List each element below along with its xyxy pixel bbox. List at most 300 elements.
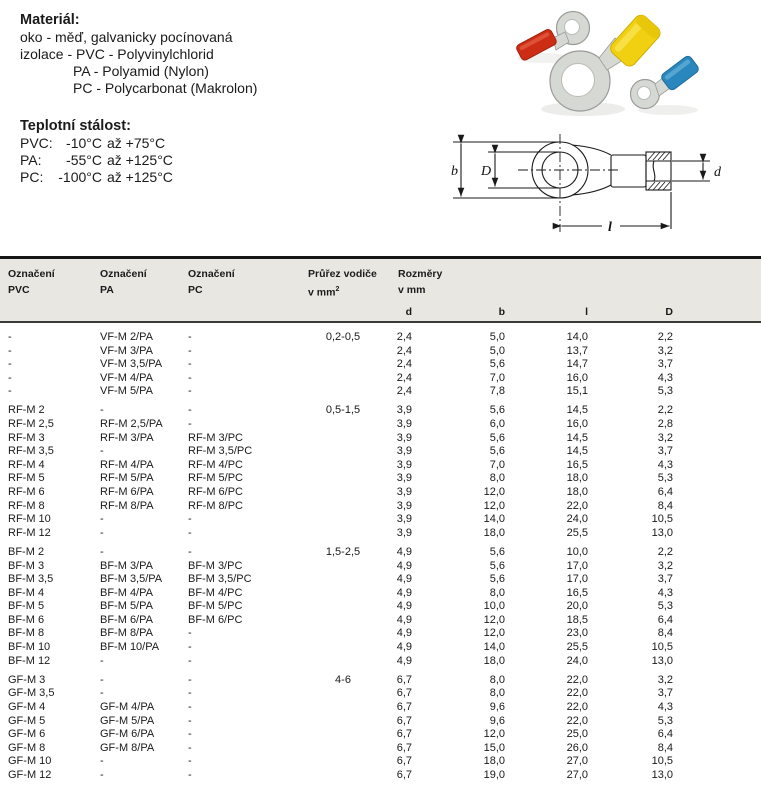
cell-designation-pvc: RF-M 10: [8, 513, 51, 526]
cell-designation-pa: BF-M 10/PA: [100, 641, 160, 654]
cell-dim-b: 5,0: [489, 331, 505, 343]
cell-designation-pc: -: [188, 526, 192, 539]
cell-dim-d: 4,9: [396, 573, 412, 586]
cell-dim-d: 3,9: [396, 458, 412, 471]
cell-designation-pvc: BF-M 2: [8, 545, 45, 558]
cell-designation-pvc: GF-M 3: [8, 673, 46, 686]
cell-designation-pc: -: [188, 385, 192, 398]
cell-dim-b: 8,0: [489, 687, 505, 700]
cell-designation-pvc: GF-M 12: [8, 768, 52, 781]
cell-dim-d: 4,9: [396, 627, 412, 640]
cell-dim-l: 10,0: [566, 545, 588, 558]
cell-spacer: [673, 742, 761, 756]
cell-dim-b: 5,6: [489, 559, 505, 572]
cell-dim-b: 7,0: [489, 458, 505, 471]
cell-dim-d: 3,9: [396, 486, 412, 499]
cell-designation-pa: VF-M 3/PA: [100, 344, 153, 357]
cell-spacer: [673, 527, 761, 541]
cell-designation-pvc: BF-M 3: [8, 559, 45, 572]
cell-dim-b: 9,6: [489, 714, 505, 727]
table-row: [8, 432, 761, 446]
header-col-pvc: Označení PVC: [8, 268, 55, 296]
cell-dim-d: 2,4: [396, 331, 412, 343]
cell-spacer: [673, 715, 761, 729]
material-title: Materiál:: [20, 12, 80, 28]
cell-dim-l: 25,5: [566, 526, 588, 539]
cell-designation-pc: -: [188, 545, 192, 558]
cell-designation-pc: -: [188, 344, 192, 357]
cell-designation-pa: VF-M 5/PA: [100, 385, 153, 398]
table-row: [8, 546, 761, 560]
cell-dim-l: 14,7: [566, 358, 588, 371]
cell-dim-l: 14,0: [566, 331, 588, 343]
cell-dim-d: 2,4: [396, 371, 412, 384]
cell-designation-pvc: -: [8, 385, 12, 398]
cell-designation-pa: GF-M 6/PA: [100, 728, 155, 741]
cell-designation-pvc: RF-M 3,5: [8, 445, 54, 458]
cell-cross-section: [308, 560, 378, 574]
cell-spacer: [673, 769, 761, 783]
cell-designation-pa: -: [100, 526, 104, 539]
cell-dim-D: 13,0: [651, 654, 673, 667]
cell-spacer: [673, 372, 761, 386]
table-row: [8, 674, 761, 688]
table-row: [8, 587, 761, 601]
cell-dim-b: 8,0: [489, 472, 505, 485]
cell-designation-pc: RF-M 3,5/PC: [188, 445, 253, 458]
cell-designation-pvc: GF-M 3,5: [8, 687, 55, 700]
cell-designation-pa: BF-M 3/PA: [100, 559, 153, 572]
cell-dim-D: 10,5: [651, 755, 673, 768]
cell-designation-pc: -: [188, 627, 192, 640]
temp-label: PVC:: [20, 135, 53, 151]
table-row: [8, 445, 761, 459]
cell-dim-b: 15,0: [483, 741, 505, 754]
cell-dim-D: 6,4: [657, 728, 673, 741]
cell-spacer: [673, 404, 761, 418]
cell-designation-pvc: -: [8, 331, 12, 343]
cell-designation-pc: -: [188, 371, 192, 384]
terminal-table: [0, 256, 761, 783]
table-row: [8, 331, 761, 345]
table-row: [8, 573, 761, 587]
cell-dim-D: 5,3: [657, 714, 673, 727]
temperature-row-pa: [20, 152, 173, 169]
cell-dim-D: 2,8: [657, 418, 673, 431]
cell-dim-l: 17,0: [566, 573, 588, 586]
cell-designation-pa: VF-M 2/PA: [100, 331, 153, 343]
cell-designation-pc: -: [188, 700, 192, 713]
cell-spacer: [673, 385, 761, 399]
cell-designation-pa: RF-M 4/PA: [100, 458, 154, 471]
cell-dim-b: 18,0: [483, 755, 505, 768]
temp-low-value: -55°C: [66, 152, 102, 168]
cell-dim-D: 3,2: [657, 431, 673, 444]
cell-designation-pvc: BF-M 10: [8, 641, 51, 654]
table-row: [8, 627, 761, 641]
cell-designation-pc: BF-M 4/PC: [188, 586, 243, 599]
cell-cross-section: [308, 513, 378, 527]
cell-designation-pc: -: [188, 714, 192, 727]
cell-spacer: [673, 587, 761, 601]
cell-dim-D: 2,2: [657, 331, 673, 343]
cell-dim-D: 6,4: [657, 486, 673, 499]
table-row: [8, 358, 761, 372]
cell-designation-pa: -: [100, 545, 104, 558]
cell-dim-l: 17,0: [566, 559, 588, 572]
table-row: [8, 418, 761, 432]
cell-designation-pvc: BF-M 5: [8, 600, 45, 613]
cell-designation-pc: -: [188, 513, 192, 526]
cell-dim-D: 4,3: [657, 458, 673, 471]
cell-dim-d: 3,9: [396, 445, 412, 458]
cell-dim-d: 2,4: [396, 358, 412, 371]
subheader-l: l: [585, 306, 588, 318]
cell-dim-d: 4,9: [396, 654, 412, 667]
cell-dim-D: 6,4: [657, 613, 673, 626]
cell-dim-b: 8,0: [489, 586, 505, 599]
cell-spacer: [673, 331, 761, 345]
cell-dim-l: 16,0: [566, 371, 588, 384]
cell-dim-b: 5,6: [489, 573, 505, 586]
cell-cross-section: [308, 701, 378, 715]
material-section: [20, 12, 257, 97]
cell-spacer: [673, 432, 761, 446]
cell-cross-section: [308, 372, 378, 386]
cell-designation-pa: BF-M 8/PA: [100, 627, 153, 640]
cell-dim-d: 3,9: [396, 418, 412, 431]
cell-designation-pa: -: [100, 654, 104, 667]
cell-designation-pc: -: [188, 404, 192, 417]
cell-cross-section: [308, 614, 378, 628]
cell-spacer: [673, 486, 761, 500]
cell-spacer: [673, 755, 761, 769]
table-row: [8, 385, 761, 399]
temperature-title: Teplotní stálost:: [20, 118, 131, 134]
cell-dim-D: 8,4: [657, 627, 673, 640]
cell-designation-pvc: RF-M 4: [8, 458, 45, 471]
cell-dim-l: 18,0: [566, 486, 588, 499]
cell-designation-pa: GF-M 5/PA: [100, 714, 155, 727]
temp-high-value: až +125°C: [107, 169, 173, 185]
cell-designation-pvc: -: [8, 371, 12, 384]
material-line-insulation-pvc: izolace - PVC - Polyvinylchlorid: [20, 46, 214, 62]
cell-spacer: [673, 358, 761, 372]
cell-designation-pc: -: [188, 331, 192, 343]
cell-dim-d: 3,9: [396, 431, 412, 444]
temp-low-value: -10°C: [66, 135, 102, 151]
table-row: [8, 345, 761, 359]
cell-dim-b: 5,6: [489, 445, 505, 458]
cell-cross-section: [308, 715, 378, 729]
cell-spacer: [673, 728, 761, 742]
cell-dim-D: 13,0: [651, 526, 673, 539]
cell-designation-pc: -: [188, 654, 192, 667]
cell-cross-section: [308, 445, 378, 459]
header-col-pa: Označení PA: [100, 268, 147, 296]
cell-spacer: [673, 687, 761, 701]
table-row: [8, 500, 761, 514]
cell-dim-l: 27,0: [566, 755, 588, 768]
cell-cross-section: [308, 600, 378, 614]
cell-dim-d: 4,9: [396, 641, 412, 654]
cell-designation-pvc: RF-M 2: [8, 404, 45, 417]
temp-label: PC:: [20, 169, 44, 185]
cell-dim-b: 5,6: [489, 404, 505, 417]
table-row: [8, 742, 761, 756]
cell-dim-b: 19,0: [483, 768, 505, 781]
cell-cross-section: [308, 755, 378, 769]
cell-designation-pvc: RF-M 2,5: [8, 418, 54, 431]
cell-cross-section: [308, 358, 378, 372]
table-row: [8, 715, 761, 729]
temp-high-value: až +75°C: [107, 135, 166, 151]
cell-dim-b: 10,0: [483, 600, 505, 613]
cell-designation-pa: BF-M 6/PA: [100, 613, 153, 626]
cell-dim-l: 22,0: [566, 673, 588, 686]
cell-designation-pc: -: [188, 641, 192, 654]
cell-cross-section: [308, 587, 378, 601]
table-row: [8, 769, 761, 783]
cell-dim-D: 4,3: [657, 371, 673, 384]
cell-cross-section: [308, 742, 378, 756]
blue-terminal: [631, 55, 701, 109]
cell-designation-pvc: -: [8, 358, 12, 371]
cell-dim-b: 12,0: [483, 613, 505, 626]
material-line-pa: PA - Polyamid (Nylon): [73, 63, 209, 79]
cell-dim-b: 7,8: [489, 385, 505, 398]
table-row: [8, 701, 761, 715]
dim-label-l: l: [608, 220, 612, 235]
cell-dim-d: 4,9: [396, 559, 412, 572]
cell-spacer: [673, 459, 761, 473]
cell-dim-d: 2,4: [396, 344, 412, 357]
table-header: [0, 256, 761, 323]
cell-designation-pc: RF-M 4/PC: [188, 458, 243, 471]
cell-dim-D: 8,4: [657, 741, 673, 754]
cell-dim-D: 5,3: [657, 600, 673, 613]
cell-designation-pvc: RF-M 12: [8, 526, 51, 539]
cell-designation-pc: RF-M 8/PC: [188, 499, 243, 512]
cell-dim-b: 5,6: [489, 545, 505, 558]
cell-designation-pc: -: [188, 728, 192, 741]
cell-cross-section: [308, 573, 378, 587]
cell-designation-pa: -: [100, 404, 104, 417]
cell-dim-D: 3,2: [657, 344, 673, 357]
cell-designation-pvc: RF-M 8: [8, 499, 45, 512]
cell-designation-pc: -: [188, 741, 192, 754]
cell-dim-d: 3,9: [396, 513, 412, 526]
cell-designation-pvc: GF-M 8: [8, 741, 46, 754]
temperature-row-pc: [20, 169, 173, 186]
cell-dim-l: 25,0: [566, 728, 588, 741]
cell-cross-section: [308, 472, 378, 486]
table-row: [8, 614, 761, 628]
cell-dim-l: 18,0: [566, 472, 588, 485]
cell-dim-b: 12,0: [483, 728, 505, 741]
table-row: [8, 486, 761, 500]
cell-designation-pvc: -: [8, 344, 12, 357]
table-row: [8, 728, 761, 742]
cell-dim-l: 18,5: [566, 613, 588, 626]
cell-dim-b: 5,6: [489, 358, 505, 371]
cell-dim-d: 3,9: [396, 472, 412, 485]
cell-dim-D: 4,3: [657, 586, 673, 599]
cell-designation-pa: -: [100, 755, 104, 768]
cell-dim-d: 3,9: [396, 526, 412, 539]
cell-designation-pa: -: [100, 673, 104, 686]
cell-dim-D: 3,7: [657, 358, 673, 371]
cell-dim-b: 12,0: [483, 499, 505, 512]
subheader-b: b: [498, 306, 505, 318]
cell-dim-l: 22,0: [566, 499, 588, 512]
table-row: [8, 404, 761, 418]
cell-designation-pa: BF-M 3,5/PA: [100, 573, 163, 586]
cell-dim-d: 4,9: [396, 586, 412, 599]
cell-designation-pvc: GF-M 6: [8, 728, 46, 741]
table-row: [8, 641, 761, 655]
cell-designation-pc: -: [188, 755, 192, 768]
temperature-row-pvc: [20, 135, 173, 152]
header-col-cross-section: Průřez vodiče v $mm^2$: [308, 268, 377, 299]
cell-dim-d: 6,7: [396, 673, 412, 686]
header-col-pc: Označení PC: [188, 268, 235, 296]
cell-dim-D: 13,0: [651, 768, 673, 781]
cell-designation-pc: -: [188, 687, 192, 700]
cell-dim-l: 15,1: [566, 385, 588, 398]
cell-dim-d: 6,7: [396, 687, 412, 700]
cell-dim-b: 14,0: [483, 641, 505, 654]
cell-dim-l: 14,5: [566, 404, 588, 417]
cell-designation-pa: BF-M 4/PA: [100, 586, 153, 599]
cell-dim-l: 24,0: [566, 513, 588, 526]
cell-cross-section: 1,5-2,5: [325, 545, 361, 558]
cell-cross-section: [308, 459, 378, 473]
cell-dim-l: 16,5: [566, 586, 588, 599]
cell-dim-D: 3,7: [657, 445, 673, 458]
cell-designation-pvc: BF-M 6: [8, 613, 45, 626]
cell-cross-section: [308, 486, 378, 500]
cell-spacer: [673, 345, 761, 359]
dimension-diagram: [448, 131, 750, 245]
cell-designation-pa: VF-M 3,5/PA: [100, 358, 163, 371]
table-row: [8, 755, 761, 769]
cell-dim-D: 2,2: [657, 545, 673, 558]
cell-designation-pc: -: [188, 358, 192, 371]
cell-dim-d: 2,4: [396, 385, 412, 398]
cell-dim-l: 14,5: [566, 445, 588, 458]
cell-designation-pa: RF-M 2,5/PA: [100, 418, 163, 431]
cell-dim-D: 3,2: [657, 673, 673, 686]
cell-cross-section: [308, 769, 378, 783]
cell-dim-d: 6,7: [396, 728, 412, 741]
cell-dim-D: 3,2: [657, 559, 673, 572]
cell-designation-pa: -: [100, 513, 104, 526]
cell-cross-section: [308, 500, 378, 514]
cell-cross-section: [308, 418, 378, 432]
cell-designation-pc: BF-M 3/PC: [188, 559, 243, 572]
cell-dim-d: 4,9: [396, 545, 412, 558]
cell-dim-D: 10,5: [651, 641, 673, 654]
cell-cross-section: [308, 527, 378, 541]
cell-dim-b: 7,0: [489, 371, 505, 384]
cell-designation-pa: VF-M 4/PA: [100, 371, 153, 384]
dim-label-D: D: [481, 164, 492, 179]
table-row: [8, 513, 761, 527]
cell-dim-l: 13,7: [566, 344, 588, 357]
cell-designation-pvc: RF-M 3: [8, 431, 45, 444]
cell-dim-l: 27,0: [566, 768, 588, 781]
cell-dim-d: 6,7: [396, 741, 412, 754]
cell-designation-pc: RF-M 5/PC: [188, 472, 243, 485]
cell-spacer: [673, 472, 761, 486]
cell-dim-l: 20,0: [566, 600, 588, 613]
cell-designation-pc: BF-M 5/PC: [188, 600, 243, 613]
cell-dim-b: 5,0: [489, 344, 505, 357]
cell-spacer: [673, 674, 761, 688]
cell-spacer: [673, 445, 761, 459]
cell-spacer: [673, 560, 761, 574]
cell-dim-d: 6,7: [396, 714, 412, 727]
cell-designation-pvc: RF-M 6: [8, 486, 45, 499]
cell-dim-d: 6,7: [396, 700, 412, 713]
temperature-section: [20, 118, 173, 186]
temp-high-value: až +125°C: [107, 152, 173, 168]
cell-designation-pc: BF-M 3,5/PC: [188, 573, 252, 586]
cell-dim-D: 3,7: [657, 687, 673, 700]
cell-designation-pa: -: [100, 687, 104, 700]
cell-designation-pc: RF-M 3/PC: [188, 431, 243, 444]
cell-dim-D: 4,3: [657, 700, 673, 713]
cell-dim-d: 4,9: [396, 613, 412, 626]
cell-dim-l: 14,5: [566, 431, 588, 444]
material-line-pc: PC - Polycarbonat (Makrolon): [73, 80, 258, 96]
table-row: [8, 655, 761, 669]
cell-cross-section: [308, 627, 378, 641]
cell-dim-b: 14,0: [483, 513, 505, 526]
cell-spacer: [673, 573, 761, 587]
cell-dim-D: 5,3: [657, 472, 673, 485]
table-body: [0, 323, 761, 783]
table-row: [8, 527, 761, 541]
ring-terminals-photo: [503, 6, 745, 124]
cell-spacer: [673, 546, 761, 560]
cell-dim-b: 5,6: [489, 431, 505, 444]
cell-designation-pvc: GF-M 10: [8, 755, 52, 768]
cell-designation-pvc: BF-M 4: [8, 586, 45, 599]
temp-low-value: -100°C: [58, 169, 102, 185]
cell-dim-b: 12,0: [483, 627, 505, 640]
cell-dim-l: 16,0: [566, 418, 588, 431]
dim-label-d: d: [714, 165, 721, 180]
table-row: [8, 459, 761, 473]
cell-dim-d: 3,9: [396, 404, 412, 417]
cell-spacer: [673, 701, 761, 715]
cell-dim-D: 2,2: [657, 404, 673, 417]
cell-designation-pa: GF-M 8/PA: [100, 741, 155, 754]
cell-dim-D: 10,5: [651, 513, 673, 526]
cell-dim-b: 9,6: [489, 700, 505, 713]
cell-dim-l: 25,5: [566, 641, 588, 654]
table-row: [8, 687, 761, 701]
cell-designation-pvc: GF-M 4: [8, 700, 46, 713]
subheader-d: d: [405, 306, 412, 318]
cell-dim-d: 4,9: [396, 600, 412, 613]
cell-designation-pa: RF-M 5/PA: [100, 472, 154, 485]
cell-dim-l: 23,0: [566, 627, 588, 640]
cell-designation-pvc: BF-M 12: [8, 654, 51, 667]
table-row: [8, 560, 761, 574]
